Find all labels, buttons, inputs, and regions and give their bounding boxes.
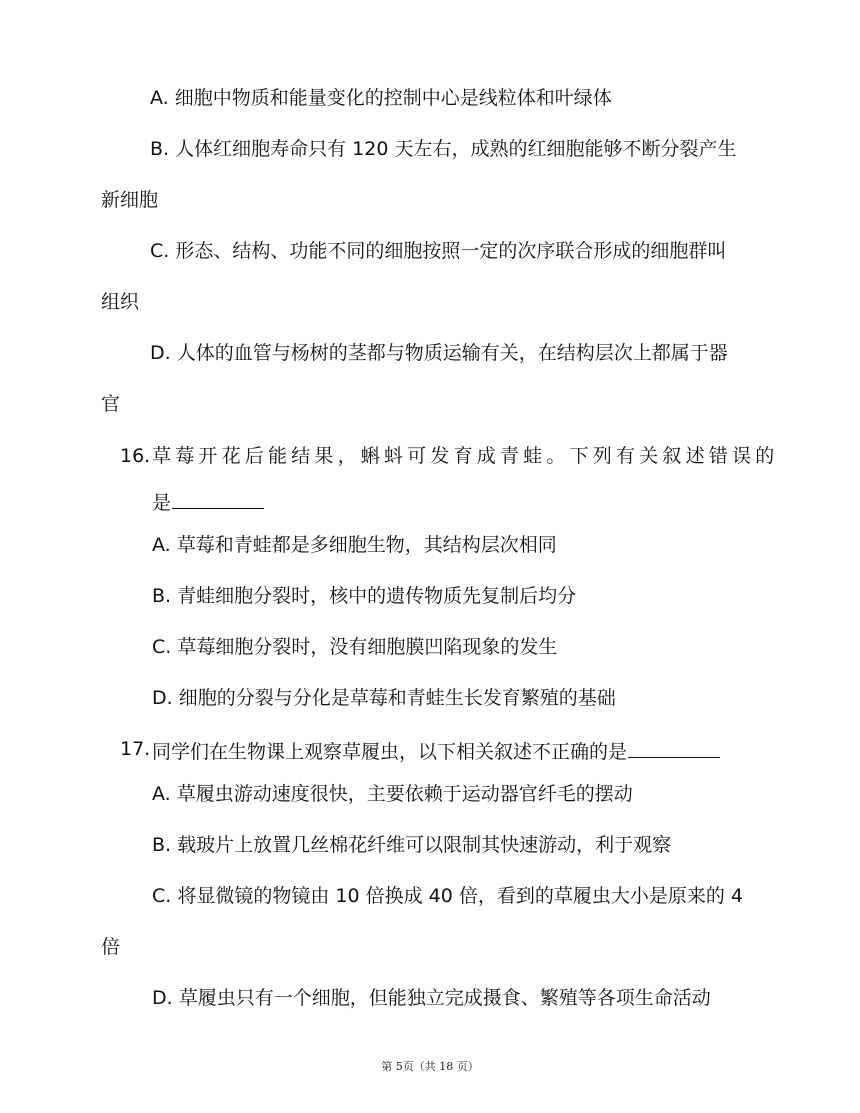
q15-option-d: D. 人体的血管与杨树的茎都与物质运输有关，在结构层次上都属于器 bbox=[150, 342, 728, 364]
q15-option-b-wrap: 新细胞 bbox=[101, 189, 159, 211]
q17-option-d: D. 草履虫只有一个细胞，但能独立完成摄食、繁殖等各项生命活动 bbox=[152, 987, 711, 1009]
q17-option-a: A. 草履虫游动速度很快，主要依赖于运动器官纤毛的摆动 bbox=[152, 783, 633, 805]
q15-option-c: C. 形态、结构、功能不同的细胞按照一定的次序联合形成的细胞群叫 bbox=[150, 240, 727, 262]
q17-stem-line bbox=[152, 737, 720, 764]
q15-option-d-wrap: 官 bbox=[101, 393, 121, 415]
page-footer: 第 5页（共 18 页） bbox=[381, 1060, 479, 1073]
q15-option-c-wrap: 组织 bbox=[101, 291, 140, 313]
q17-number: 17. bbox=[120, 738, 151, 760]
q16-stem-tail: 是 bbox=[152, 492, 172, 514]
q16-option-d: D. 细胞的分裂与分化是草莓和青蛙生长发育繁殖的基础 bbox=[152, 687, 616, 709]
q16-number: 16. bbox=[120, 445, 151, 467]
q16-stem-continued bbox=[152, 488, 264, 515]
q17-answer-blank[interactable] bbox=[628, 737, 720, 758]
q17-option-b: B. 载玻片上放置几丝棉花纤维可以限制其快速游动，利于观察 bbox=[152, 834, 672, 856]
q16-option-c: C. 草莓细胞分裂时，没有细胞膜凹陷现象的发生 bbox=[152, 636, 558, 658]
q16-option-b: B. 青蛙细胞分裂时，核中的遗传物质先复制后均分 bbox=[152, 585, 577, 607]
q15-option-a: A. 细胞中物质和能量变化的控制中心是线粒体和叶绿体 bbox=[150, 87, 612, 109]
q15-option-b: B. 人体红细胞寿命只有 120 天左右，成熟的红细胞能够不断分裂产生 bbox=[150, 138, 737, 160]
q17-option-c: C. 将显微镜的物镜由 10 倍换成 40 倍，看到的草履虫大小是原来的 4 bbox=[152, 885, 743, 907]
q16-answer-blank[interactable] bbox=[172, 488, 264, 509]
q16-stem: 草莓开花后能结果，蝌蚪可发育成青蛙。下列有关叙述错误的 bbox=[152, 445, 779, 467]
q17-option-c-wrap: 倍 bbox=[101, 936, 121, 958]
q16-option-a: A. 草莓和青蛙都是多细胞生物，其结构层次相同 bbox=[152, 534, 557, 556]
q17-stem: 同学们在生物课上观察草履虫，以下相关叙述不正确的是 bbox=[152, 741, 628, 763]
